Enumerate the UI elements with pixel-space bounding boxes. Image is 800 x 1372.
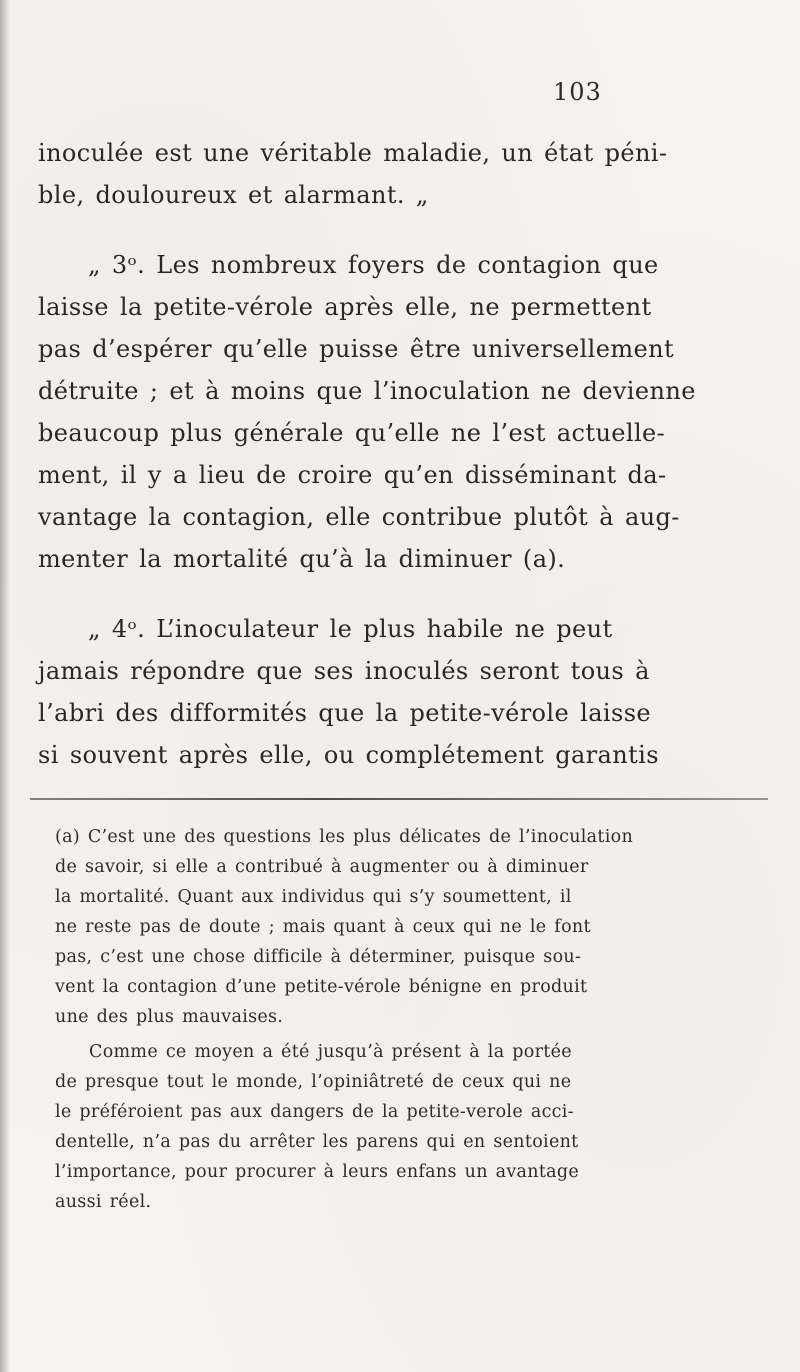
text-line: l’abri des difformités que la petite-vérole laisse <box>38 699 652 727</box>
footnote-line: dentelle, n’a pas du arrêter les parens qui en sentoient <box>55 1132 579 1152</box>
footnote-line: une des plus mauvaises. <box>55 1007 284 1027</box>
footnote-line: (a) C’est une des questions les plus délicates de l’inoculation <box>55 827 634 847</box>
text-line: jamais répondre que ses inoculés seront tous à <box>38 657 650 685</box>
text-line: pas d’espérer qu’elle puisse être universellement <box>38 335 674 363</box>
text-line: laisse la petite-vérole après elle, ne permettent <box>38 293 652 321</box>
paragraph-4-start: „ 4ᵒ. L’inoculateur le plus habile ne peut <box>88 615 613 643</box>
footnote-divider <box>30 798 768 800</box>
text-line: menter la mortalité qu’à la diminuer (a). <box>38 545 566 573</box>
footnote-line: aussi réel. <box>55 1192 152 1212</box>
footnote-line: ne reste pas de doute ; mais quant à ceux qui ne le font <box>55 917 591 937</box>
footnote-line: le préféroient pas aux dangers de la petite-verole acci- <box>55 1102 574 1122</box>
text-line: inoculée est une véritable maladie, un état péni- <box>38 139 668 167</box>
main-text <box>38 132 773 776</box>
text-line: vantage la contagion, elle contribue plutôt à aug- <box>38 503 680 531</box>
footnote-line: de presque tout le monde, l’opiniâtreté de ceux qui ne <box>55 1072 572 1092</box>
footnote-paragraph-2-start: Comme ce moyen a été jusqu’à présent à la portée <box>89 1042 572 1062</box>
footnote <box>55 822 771 1217</box>
text-line: si souvent après elle, ou complétement garantis <box>38 741 659 769</box>
text-line: ment, il y a lieu de croire qu’en disséminant da- <box>38 461 667 489</box>
footnote-line: pas, c’est une chose difficile à déterminer, puisque sou- <box>55 947 582 967</box>
footnote-line: la mortalité. Quant aux individus qui s’y soumettent, il <box>55 887 572 907</box>
text-line: détruite ; et à moins que l’inoculation ne devienne <box>38 377 696 405</box>
paragraph-3-start: „ 3ᵒ. Les nombreux foyers de contagion que <box>88 251 659 279</box>
footnote-line: l’importance, pour procurer à leurs enfans un avantage <box>55 1162 580 1182</box>
page-number: 103 <box>553 78 602 106</box>
binding-shadow <box>0 0 10 1372</box>
footnote-line: vent la contagion d’une petite-vérole bénigne en produit <box>55 977 588 997</box>
text-line: beaucoup plus générale qu’elle ne l’est actuelle- <box>38 419 666 447</box>
footnote-line: de savoir, si elle a contribué à augmenter ou à diminuer <box>55 857 589 877</box>
text-line: ble, douloureux et alarmant. „ <box>38 181 429 209</box>
